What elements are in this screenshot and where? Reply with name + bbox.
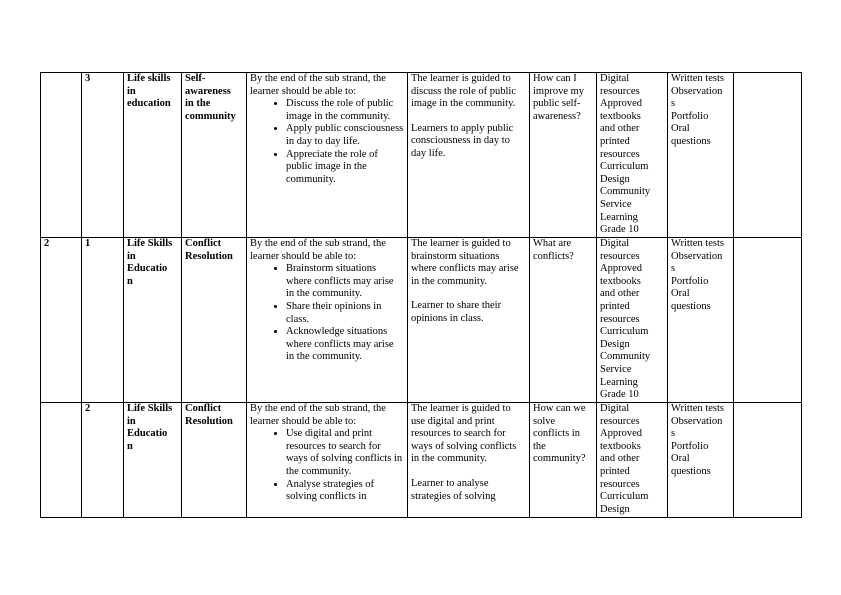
resource-line: Design xyxy=(600,338,630,350)
strand-cell xyxy=(124,73,182,238)
assessment-line: Oral xyxy=(671,288,690,300)
assessment-line: Observation xyxy=(671,85,723,97)
strand-line: n xyxy=(127,440,133,452)
resource-line: Design xyxy=(600,173,630,185)
strand-line: in xyxy=(127,85,136,97)
strand-line: Life Skills xyxy=(127,238,173,249)
assessment-line: s xyxy=(671,98,676,110)
sub-strand-line: in the xyxy=(185,98,211,110)
sub-strand-line: Resolution xyxy=(185,415,233,427)
resource-line: textbooks xyxy=(600,110,641,122)
resource-line: Curriculum xyxy=(600,326,649,338)
resource-line: resources xyxy=(600,478,640,490)
remarks-cell xyxy=(734,238,802,403)
experience-item: The learner is guided to brainstorm situations where conflicts may arise in the community. xyxy=(411,238,519,287)
sub-strand-line: community xyxy=(185,110,236,122)
resource-line: resources xyxy=(600,313,640,325)
experience-item: The learner is guided to discuss the role of public image in the community. xyxy=(411,73,516,110)
assessment-line: Portfolio xyxy=(671,440,709,452)
assessment-line: questions xyxy=(671,300,711,312)
resource-line: Grade 10 xyxy=(600,224,639,236)
resource-line: Digital xyxy=(600,73,630,84)
resource-line: resources xyxy=(600,148,640,160)
assessment-cell xyxy=(668,238,734,403)
sub-strand-line: Conflict xyxy=(185,403,222,414)
strand-line: in xyxy=(127,250,136,262)
resource-line: Approved xyxy=(600,98,642,110)
resources-cell xyxy=(597,403,668,518)
resource-line: Service xyxy=(600,363,632,375)
resource-line: Grade 10 xyxy=(600,389,639,401)
resource-line: and other xyxy=(600,123,640,135)
resource-line: Community xyxy=(600,351,651,363)
inquiry-question-cell: How can we solve conflicts in the community? xyxy=(530,403,597,518)
assessment-line: Observation xyxy=(671,415,723,427)
assessment-line: Oral xyxy=(671,453,690,465)
sub-strand-cell xyxy=(182,73,247,238)
resource-line: Learning xyxy=(600,211,638,223)
resource-line: textbooks xyxy=(600,275,641,287)
resource-line: printed xyxy=(600,300,630,312)
scheme-of-work-table xyxy=(40,72,802,518)
outcome-list xyxy=(250,428,404,504)
lesson-cell: 2 xyxy=(82,403,124,518)
sub-strand-line: awareness xyxy=(185,85,231,97)
outcome-item: • Appreciate the role of public image in the community. xyxy=(286,149,404,187)
assessment-line: Portfolio xyxy=(671,110,709,122)
table-row xyxy=(41,238,802,403)
outcome-list xyxy=(250,263,404,364)
lesson-cell: 1 xyxy=(82,238,124,403)
resource-line: Digital xyxy=(600,238,630,249)
outcome-item: • Discuss the role of public image in the community. xyxy=(286,98,404,123)
sub-strand-cell xyxy=(182,403,247,518)
outcome-intro: By the end of the sub strand, the learner should be able to: xyxy=(250,238,386,262)
table-row xyxy=(41,403,802,518)
assessment-line: Written tests xyxy=(671,238,724,249)
learning-outcomes-cell xyxy=(247,238,408,403)
outcome-item: • Brainstorm situations where conflicts may arise in the community. xyxy=(286,263,404,301)
assessment-line: questions xyxy=(671,465,711,477)
resource-line: Approved xyxy=(600,428,642,440)
assessment-line: Portfolio xyxy=(671,275,709,287)
sub-strand-cell xyxy=(182,238,247,403)
strand-cell xyxy=(124,403,182,518)
week-cell xyxy=(41,403,82,518)
experience-item: Learner to analyse strategies of solving xyxy=(411,477,496,502)
resource-line: Community xyxy=(600,186,651,198)
experience-item: Learners to apply public consciousness in day to day life. xyxy=(411,122,514,159)
assessment-cell xyxy=(668,403,734,518)
week-cell xyxy=(41,73,82,238)
learning-experiences-cell xyxy=(408,238,530,403)
resource-line: and other xyxy=(600,453,640,465)
outcome-item: • Apply public consciousness in day to day life. xyxy=(286,123,404,148)
outcome-item: • Use digital and print resources to search for ways of solving conflicts in the community. xyxy=(286,428,404,478)
resource-line: Service xyxy=(600,198,632,210)
assessment-line: Observation xyxy=(671,250,723,262)
sub-strand-line: Resolution xyxy=(185,250,233,262)
experience-item: Learner to share their opinions in class. xyxy=(411,300,502,324)
outcome-item: • Share their opinions in class. xyxy=(286,301,404,326)
sub-strand-line: Conflict xyxy=(185,238,222,249)
outcome-intro: By the end of the sub strand, the learner should be able to: xyxy=(250,403,386,427)
assessment-line: Oral xyxy=(671,123,690,135)
resource-line: Approved xyxy=(600,263,642,275)
resource-line: Design xyxy=(600,503,630,515)
assessment-line: s xyxy=(671,428,676,440)
strand-line: Life Skills xyxy=(127,403,173,414)
outcome-intro: By the end of the sub strand, the learner should be able to: xyxy=(250,73,386,97)
resource-line: Curriculum xyxy=(600,491,649,503)
resource-line: Digital xyxy=(600,403,630,414)
remarks-cell xyxy=(734,73,802,238)
remarks-cell xyxy=(734,403,802,518)
resource-line: printed xyxy=(600,465,630,477)
learning-outcomes-cell xyxy=(247,73,408,238)
learning-experiences-cell xyxy=(408,73,530,238)
week-cell: 2 xyxy=(41,238,82,403)
inquiry-question-cell: How can I improve my public self-awareness? xyxy=(530,73,597,238)
assessment-line: Written tests xyxy=(671,403,724,414)
table-row xyxy=(41,73,802,238)
resource-line: resources xyxy=(600,415,640,427)
strand-line: Educatio xyxy=(127,263,168,275)
resource-line: resources xyxy=(600,250,640,262)
sub-strand-line: Self- xyxy=(185,73,206,84)
learning-outcomes-cell xyxy=(247,403,408,518)
resources-cell xyxy=(597,238,668,403)
strand-line: n xyxy=(127,275,133,287)
strand-line: education xyxy=(127,98,171,110)
outcome-item: • Analyse strategies of solving conflicts in xyxy=(286,479,404,504)
resource-line: Curriculum xyxy=(600,161,649,173)
assessment-line: Written tests xyxy=(671,73,724,84)
lesson-cell: 3 xyxy=(82,73,124,238)
resource-line: and other xyxy=(600,288,640,300)
resource-line: printed xyxy=(600,135,630,147)
resource-line: resources xyxy=(600,85,640,97)
outcome-item: • Acknowledge situations where conflicts may arise in the community. xyxy=(286,326,404,364)
resources-cell xyxy=(597,73,668,238)
outcome-list xyxy=(250,98,404,186)
learning-experiences-cell xyxy=(408,403,530,518)
assessment-line: questions xyxy=(671,135,711,147)
inquiry-question-cell: What are conflicts? xyxy=(530,238,597,403)
resource-line: Learning xyxy=(600,376,638,388)
strand-line: in xyxy=(127,415,136,427)
strand-line: Life skills xyxy=(127,73,171,84)
assessment-cell xyxy=(668,73,734,238)
strand-cell xyxy=(124,238,182,403)
assessment-line: s xyxy=(671,263,676,275)
resource-line: textbooks xyxy=(600,440,641,452)
experience-item: The learner is guided to use digital and print resources to search for ways of solving conflicts in the community. xyxy=(411,403,517,465)
strand-line: Educatio xyxy=(127,428,168,440)
